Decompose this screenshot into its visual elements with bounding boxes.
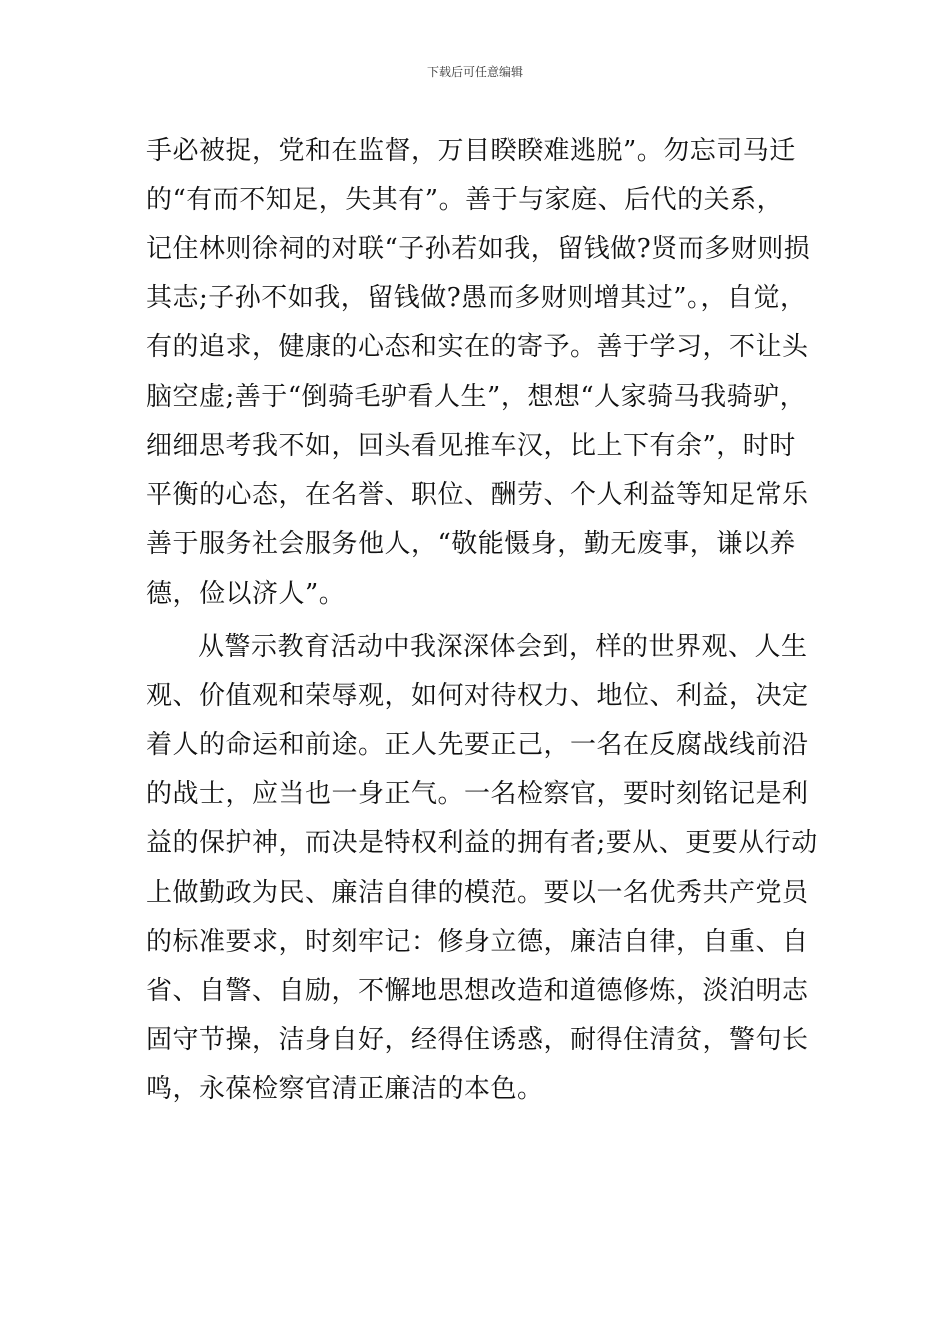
text-line: 善于服务社会服务他人，“敬能慑身，勤无废事，谦以养 (146, 529, 796, 559)
text-line: 其志;子孙不如我，留钱做?愚而多财则增其过”。，自觉， (146, 283, 807, 313)
text-line: 的“有而不知足，失其有”。善于与家庭、后代的关系， (146, 185, 784, 215)
text-line: 手必被捉，党和在监督，万目睽睽难逃脱”。勿忘司马迁 (146, 136, 796, 166)
text-line: 固守节操，洁身自好，经得住诱惑，耐得住清贫，警句长 (146, 1025, 809, 1055)
text-line: 观、价值观和荣辱观，如何对待权力、地位、利益，决定 (146, 681, 809, 711)
text-line: 鸣，永葆检察官清正廉洁的本色。 (146, 1074, 544, 1104)
text-line: 着人的命运和前途。正人先要正己，一名在反腐战线前沿 (146, 730, 809, 760)
text-line: 平衡的心态，在名誉、职位、酬劳、个人利益等知足常乐 (146, 480, 809, 510)
text-line: 益的保护神，而决是特权利益的拥有者;要从、更要从行动 (146, 828, 818, 858)
text-line: 脑空虚;善于“倒骑毛驴看人生”，想想“人家骑马我骑驴， (146, 382, 807, 412)
text-line: 细细思考我不如，回头看见推车汉，比上下有余”，时时 (146, 431, 796, 461)
text-line: 有的追求，健康的心态和实在的寄予。善于学习，不让头 (146, 332, 809, 362)
text-line: 从警示教育活动中我深深体会到，样的世界观、人生 (198, 632, 808, 662)
text-line: 省、自警、自励，不懈地思想改造和道德修炼，淡泊明志 (146, 976, 809, 1006)
text-line: 记住林则徐祠的对联“子孙若如我，留钱做?贤而多财则损 (146, 234, 811, 264)
text-line: 的标准要求，时刻牢记：修身立德，廉洁自律，自重、自 (146, 927, 809, 957)
text-line: 上做勤政为民、廉洁自律的模范。要以一名优秀共产党员 (146, 878, 809, 908)
text-line: 德，俭以济人”。 (146, 579, 346, 609)
page-header: 下载后可任意编辑 (426, 65, 523, 79)
text-line: 的战士，应当也一身正气。一名检察官，要时刻铭记是利 (146, 779, 809, 809)
